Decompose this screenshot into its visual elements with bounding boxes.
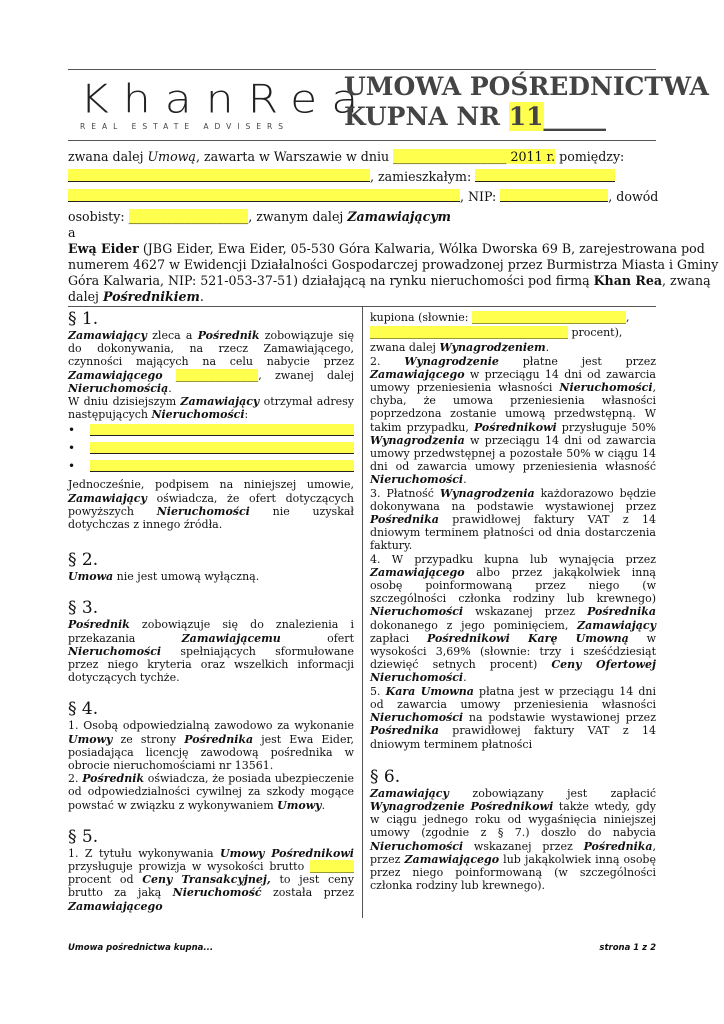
section-4-heading: § 4. bbox=[68, 699, 99, 720]
contract-number[interactable]: 11 bbox=[508, 102, 544, 131]
property-field[interactable]: _______________ bbox=[175, 368, 259, 382]
section-1-para-1: Zamawiający zleca a Pośrednik zobowiązuje się do dokonywania, na rzecz Zamawiającego, czynności mających na celu nabycie przez Zamawiającego _______________, zwanej dalej Nieruchomością. bbox=[68, 329, 355, 395]
intro-line-8: dalej Pośrednikiem. bbox=[68, 289, 204, 304]
commission-words-field[interactable]: ____________________________ bbox=[471, 311, 626, 324]
section-1-heading: § 1. bbox=[68, 309, 99, 329]
intro-line-a: a bbox=[68, 225, 76, 240]
address-field-2[interactable] bbox=[90, 442, 354, 454]
logo bbox=[80, 76, 373, 131]
address-field-3[interactable] bbox=[90, 460, 354, 472]
commission-words-field-2[interactable]: ____________________________________ bbox=[370, 326, 568, 340]
logo-main: KhanRea bbox=[80, 76, 373, 123]
section-6-para: Zamawiający zobowiązany jest zapłacić Wynagrodzenie Pośrednikowi także wtedy, gdy w ciągu jednego roku od wygaśnięcia niniejszej umowy (zgodnie z § 7.) doszło do nabycia Nieruchomości wskazanej przez Pośrednika, przez Zamawiającego lub jakąkolwiek inną osobę przez niego poinformowaną (w szczególności członka rodziny lub krewnego). bbox=[370, 786, 656, 893]
section-4-para-1: 1. Osobą odpowiedzialną zawodowo za wykonanie Umowy ze strony Pośrednika jest Ewa Eider, posiadająca licencję zawodową pośrednika w obrocie nieruchomościami nr 13561. bbox=[68, 719, 354, 773]
intro-line-4: osobisty: ___________________, zwanym dalej Zamawiającym bbox=[68, 209, 451, 224]
section-2-heading: § 2. bbox=[68, 550, 99, 571]
address-item-3: • bbox=[68, 457, 354, 475]
logo-sub: REAL ESTATE ADVISERS bbox=[80, 122, 289, 131]
address-field-1[interactable] bbox=[90, 424, 354, 436]
title-line-2: KUPNA NR 11_____ bbox=[344, 102, 607, 131]
left-column bbox=[68, 309, 354, 913]
document-title bbox=[344, 72, 709, 132]
right-para-2: zwana dalej Wynagrodzeniem. bbox=[370, 341, 550, 355]
right-para-5: 4. W przypadku kupna lub wynajęcia przez Zamawiającego albo przez jakąkolwiek inną osobę poinformowaną przez niego (w szczególności członka rodziny lub krewnego) Nieruchomości wskazanej przez Pośrednika dokonanego z jego pominięciem, Zamawiający zapłaci Pośrednikowi Karę Umowną w wysokości 3,69% (słownie: trzy i sześćdziesiąt dziewięć setnych procent) Ceny Ofertowej Nieruchomości. bbox=[370, 552, 657, 685]
nip-field[interactable] bbox=[500, 189, 608, 202]
client-name-field[interactable] bbox=[68, 169, 370, 182]
address-item-2: • bbox=[68, 439, 354, 457]
title-line-1: UMOWA POŚREDNICTWA bbox=[344, 72, 709, 101]
intro-line-5: Ewą Eider (JBG Eider, Ewa Eider, 05-530 Góra Kalwaria, Wólka Dworska 69 B, zarejestrowana pod bbox=[68, 241, 705, 256]
commission-field[interactable]: ________ bbox=[310, 860, 354, 874]
id-number-field[interactable]: ___________________ bbox=[128, 209, 249, 224]
right-para-6: 5. Kara Umowna płatna jest w przeciągu 14 dni od zawarcia umowy przeniesienia własności Nieruchomości na podstawie wystawionej przez Pośrednika prawidłowej faktury VAT z 14 dniowym terminem płatności bbox=[370, 684, 656, 751]
client-address-field[interactable] bbox=[475, 169, 615, 182]
section-2-para: Umowa nie jest umową wyłączną. bbox=[68, 570, 260, 584]
section-1-para-3: Jednocześnie, podpisem na niniejszej umowie, Zamawiający oświadcza, że ofert dotyczących powyższych Nieruchomości nie uzyskał dotychczas z innego źródła. bbox=[68, 478, 354, 532]
footer-title: Umowa pośrednictwa kupna... bbox=[68, 943, 214, 953]
section-5-para: 1. Z tytułu wykonywania Umowy Pośrednikowi przysługuje prowizja w wysokości brutto ________ procent od Ceny Transakcyjnej, to jest ceny brutto za jaką Nieruchomość została przez Zamawiającego bbox=[68, 846, 354, 913]
section-6-heading: § 6. bbox=[370, 766, 401, 787]
right-para-1b: ____________________________________ procent), bbox=[370, 326, 623, 340]
address-item-1: • bbox=[68, 421, 354, 439]
right-para-4: 3. Płatność Wynagrodzenia każdorazowo będzie dokonywana na podstawie wystawionej przez Pośrednika prawidłowej faktury VAT z 14 dniowym terminem płatności od dnia dostarczenia faktury. bbox=[370, 486, 656, 553]
section-3-heading: § 3. bbox=[68, 598, 99, 619]
intro-line-2: , zamieszkałym: bbox=[68, 169, 615, 185]
section-4-para-2: 2. Pośrednik oświadcza, że posiada ubezpieczenie od odpowiedzialności cywilnej za szkody mogące powstać w związku z wykonywaniem Umowy. bbox=[68, 772, 354, 812]
column-divider bbox=[362, 306, 363, 918]
intro-line-3: , NIP: , dowód bbox=[68, 189, 658, 205]
section-5-heading: § 5. bbox=[68, 826, 99, 847]
header-rule bbox=[68, 140, 656, 141]
section-1-para-2: W dniu dzisiejszym Zamawiający otrzymał adresy następujących Nieruchomości: bbox=[68, 395, 354, 422]
date-field[interactable]: __________________ 2011 r. bbox=[393, 149, 556, 164]
section-3-para: Pośrednik zobowiązuje się do znalezienia i przekazania Zamawiającemu ofert Nieruchomości spełniających sformułowane przez niego kryteria oraz wszelkich informacji dotyczących tychże. bbox=[68, 618, 354, 685]
page-number: strona 1 z 2 bbox=[599, 943, 656, 953]
right-para-3: 2. Wynagrodzenie płatne jest przez Zamawiającego w przeciągu 14 dni od zawarcia umowy przeniesienia własności Nieruchomości, chyba, że umowa przeniesienia własności poprzedzona zostanie umową przedwstępną. W takim przypadku, Pośrednikowi przysługuje 50% Wynagrodzenia w przeciągu 14 dni od zawarcia umowy przedwstępnej a pozostałe 50% w ciągu 14 dni od zawarcia umowy przeniesienia własność Nieruchomości. bbox=[370, 354, 656, 487]
top-rule bbox=[68, 69, 656, 70]
intro-line-7: Góra Kalwaria, NIP: 521-053-37-51) działającą na rynku nieruchomości pod firmą Khan Rea, zwaną bbox=[68, 273, 711, 288]
intro-line-6: numerem 4627 w Ewidencji Działalności Gospodarczej prowadzonej przez Burmistrza Miasta i Gminy bbox=[68, 257, 719, 272]
right-column bbox=[370, 311, 656, 892]
client-address-field-2[interactable] bbox=[68, 189, 460, 202]
intro-line-1: zwana dalej Umową, zawarta w Warszawie w dniu __________________ 2011 r. pomiędzy: bbox=[68, 149, 625, 164]
right-para-1: kupiona (słownie: ____________________________, bbox=[370, 311, 630, 324]
